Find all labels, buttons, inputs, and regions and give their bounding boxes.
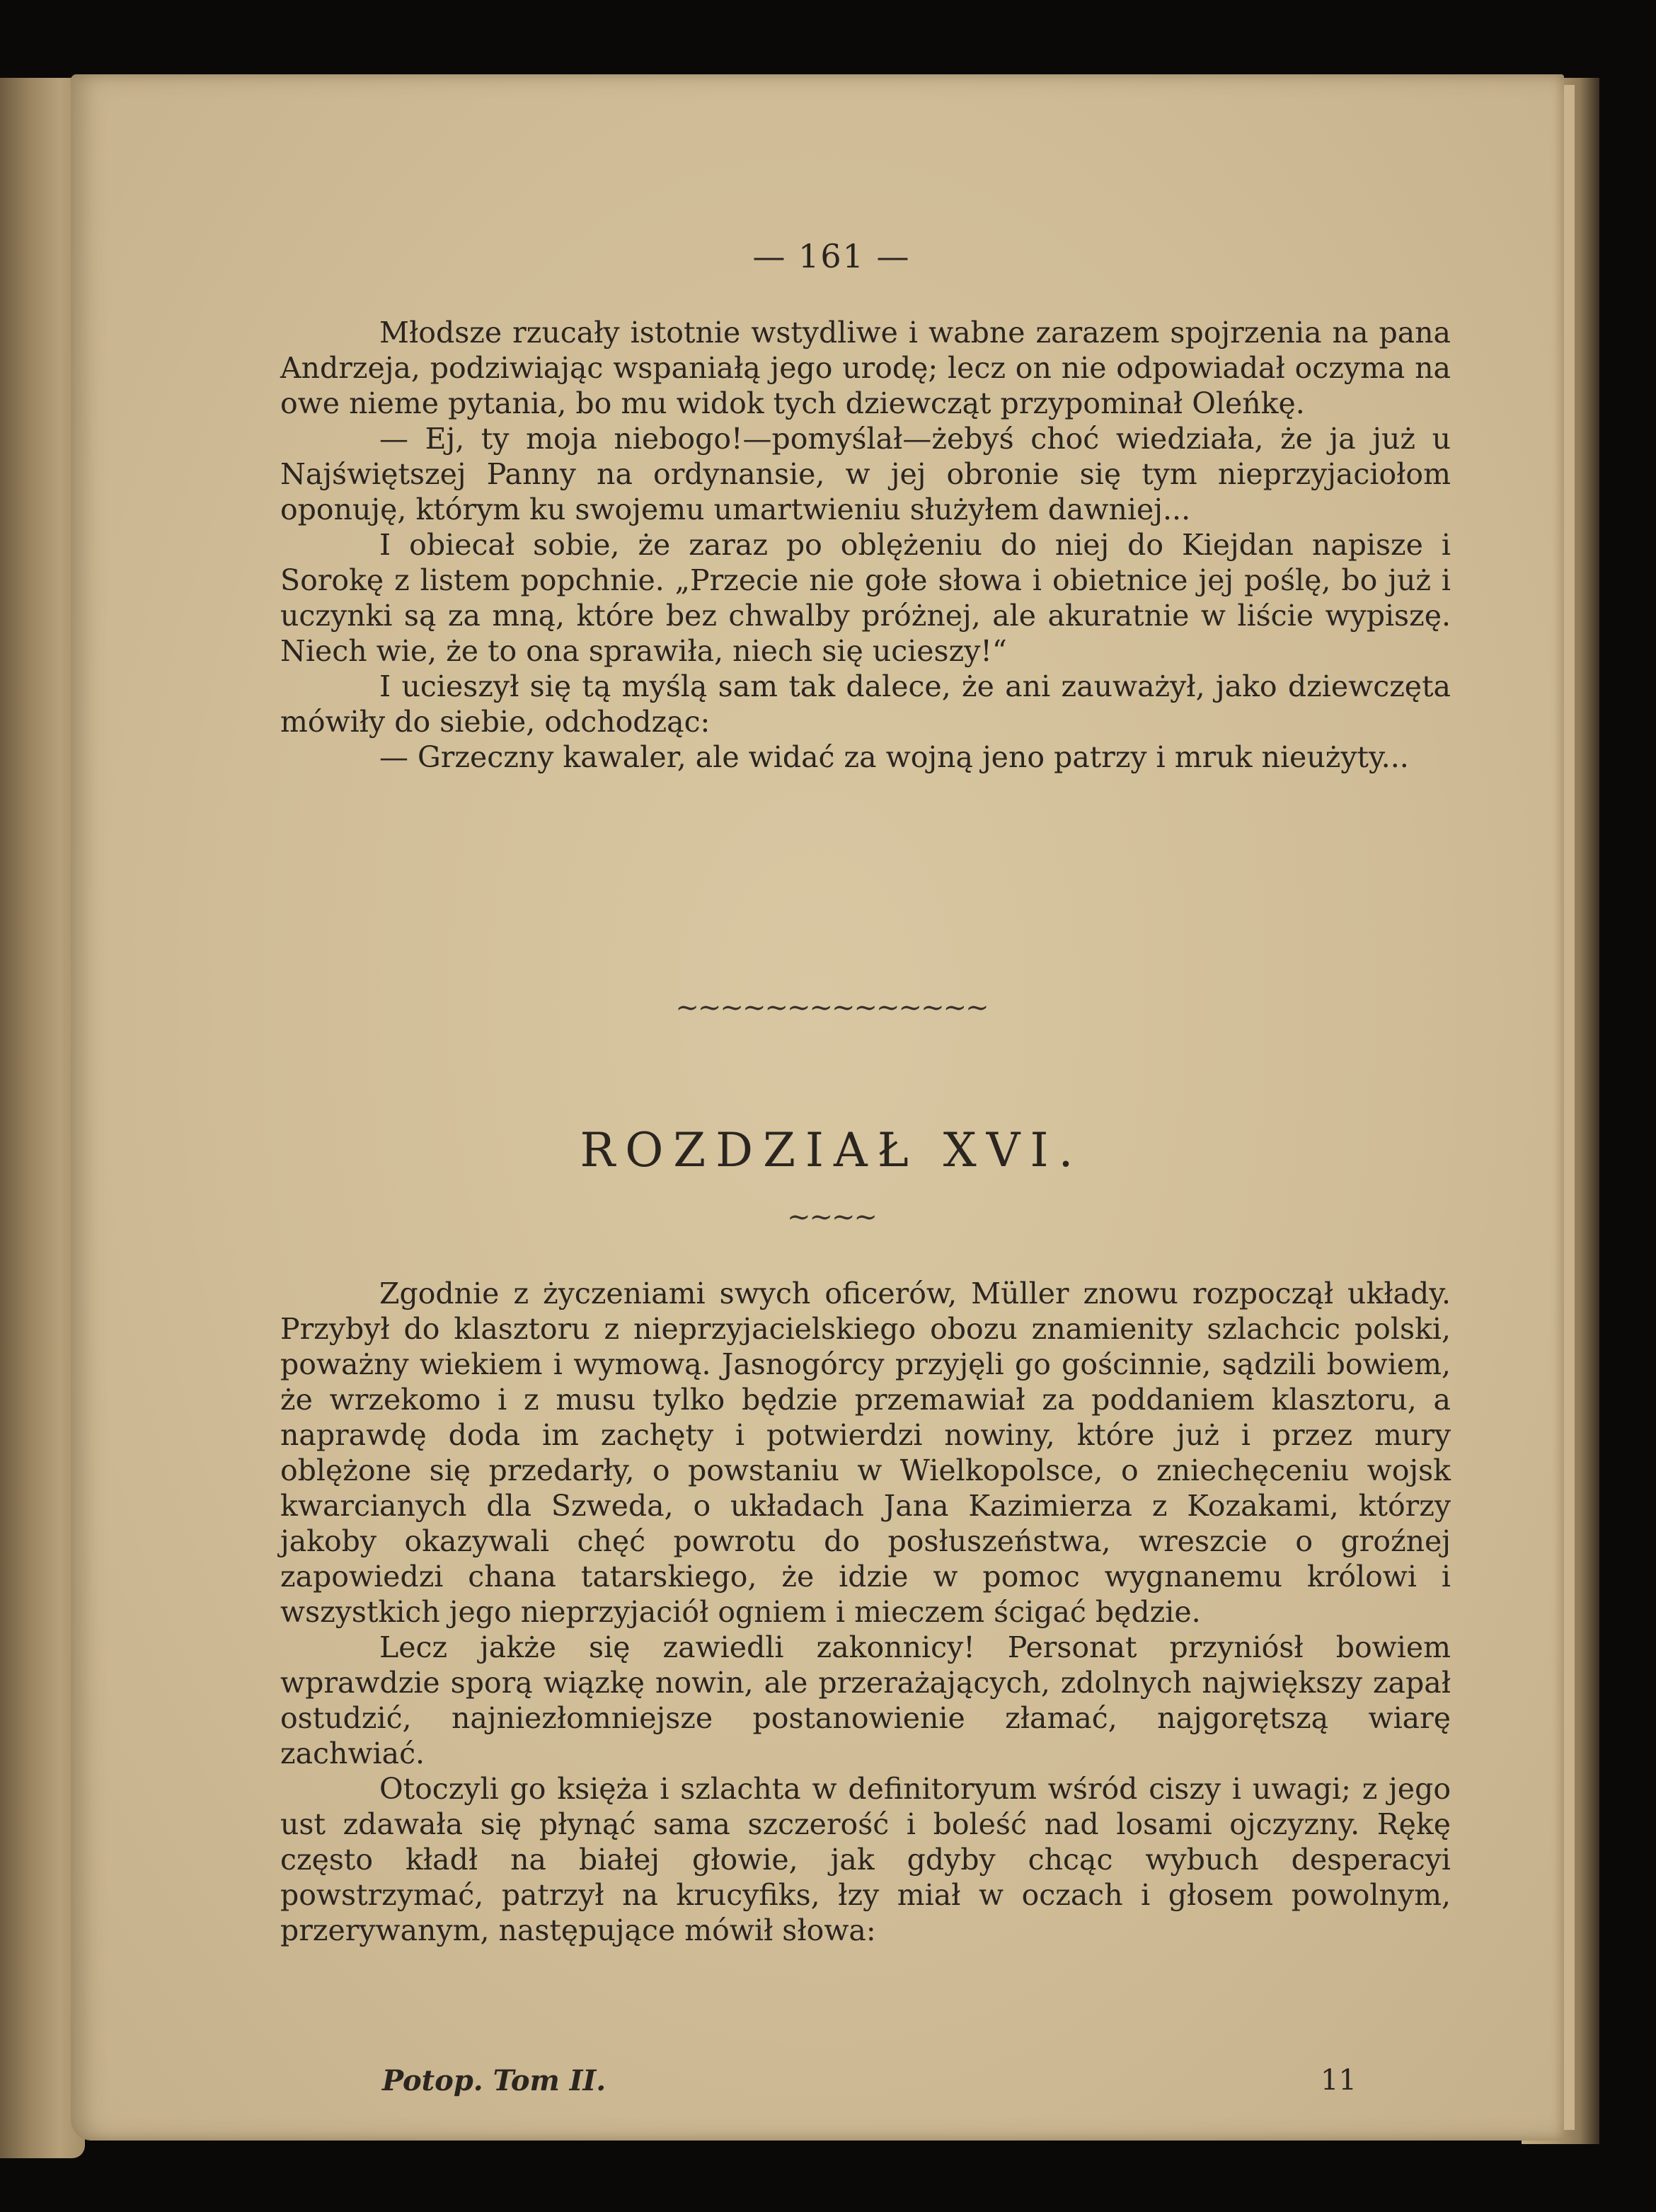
paragraph: Zgodnie z życzeniami swych oficerów, Müller znowu rozpoczął układy. Przybył do klasztoru z nieprzyjacielskiego obozu znamienity szlachcic polski, poważny wiekiem i wymową. Jasnogórcy przyjęli go gościnnie, sądzili bowiem, że wrzekomo i z musu tylko będzie przemawiał za poddaniem klasztoru, a naprawdę doda im zachęty i potwierdzi nowiny, które już i przez mury oblężone się przedarły, o powstaniu w Wielkopolsce, o zniechęceniu wojsk kwarcianych dla Szweda, o układach Jana Kazimierza z Kozakami, którzy jakoby okazywali chęć powrotu do posłuszeństwa, wreszcie o groźnej zapowiedzi chana tatarskiego, że idzie w pomoc wygnanemu królowi i wszystkich jego nieprzyjaciół ogniem i mieczem ścigać będzie. bbox=[280, 1277, 1451, 1629]
chapter-title: ROZDZIAŁ XVI. bbox=[580, 1123, 1083, 1177]
paragraph: Otoczyli go księża i szlachta w definitoryum wśród ciszy i uwagi; z jego ust zdawała się płynąć sama szczerość i boleść nad losami ojczyzny. Rękę często kładł na białej głowie, jak gdyby chcąc wybuch desperacyi powstrzymać, patrzył na krucyfiks, łzy miał w oczach i głosem powolnym, przerywanym, następujące mówił słowa: bbox=[280, 1772, 1451, 1947]
paragraph: Młodsze rzucały istotnie wstydliwe i wabne zarazem spojrzenia na pana Andrzeja, podziwiając wspaniałą jego urodę; lecz on nie odpowiadał oczyma na owe nieme pytania, bo mu widok tych dziewcząt przypominał Oleńkę. bbox=[280, 316, 1451, 420]
paragraph: I ucieszył się tą myślą sam tak dalece, że ani zauważył, jako dziewczęta mówiły do siebie, odchodząc: bbox=[280, 669, 1451, 739]
page-number: — 161 — bbox=[752, 237, 911, 275]
continued-text-block bbox=[280, 315, 1451, 775]
footer-book-title: Potop. Tom II. bbox=[382, 2064, 606, 2097]
paragraph: Lecz jakże się zawiedli zakonnicy! Personat przyniósł bowiem wprawdzie sporą wiązkę nowin, ale przerażających, zdolnych największy zapał ostudzić, najniezłomniejsze postanowienie złamać, najgorętszą wiarę zachwiać. bbox=[280, 1630, 1451, 1770]
section-divider-ornament: ~~~~~~~~~~~~~~ bbox=[675, 991, 988, 1024]
chapter-ornament: ~~~~ bbox=[786, 1201, 877, 1233]
footer-signature-mark: 11 bbox=[1321, 2064, 1357, 2097]
paragraph: — Grzeczny kawaler, ale widać za wojną jeno patrzy i mruk nieużyty... bbox=[379, 740, 1409, 774]
paragraph: — Ej, ty moja niebogo!—pomyślał—żebyś choć wiedziała, że ja już u Najświętszej Panny na ordynansie, w jej obronie się tym nieprzyjaciołom oponuję, którym ku swojemu umartwieniu służyłem dawniej... bbox=[280, 422, 1451, 526]
paragraph: I obiecał sobie, że zaraz po oblężeniu do niej do Kiejdan napisze i Sorokę z listem popchnie. „Przecie nie gołe słowa i obietnice jej poślę, bo już i uczynki są za mną, które bez chwalby próżnej, ale akuratnie w liście wypiszę. Niech wie, że to ona sprawiła, niech się ucieszy!“ bbox=[280, 528, 1451, 668]
book-page bbox=[71, 74, 1564, 2141]
chapter-text-block bbox=[280, 1276, 1451, 1948]
